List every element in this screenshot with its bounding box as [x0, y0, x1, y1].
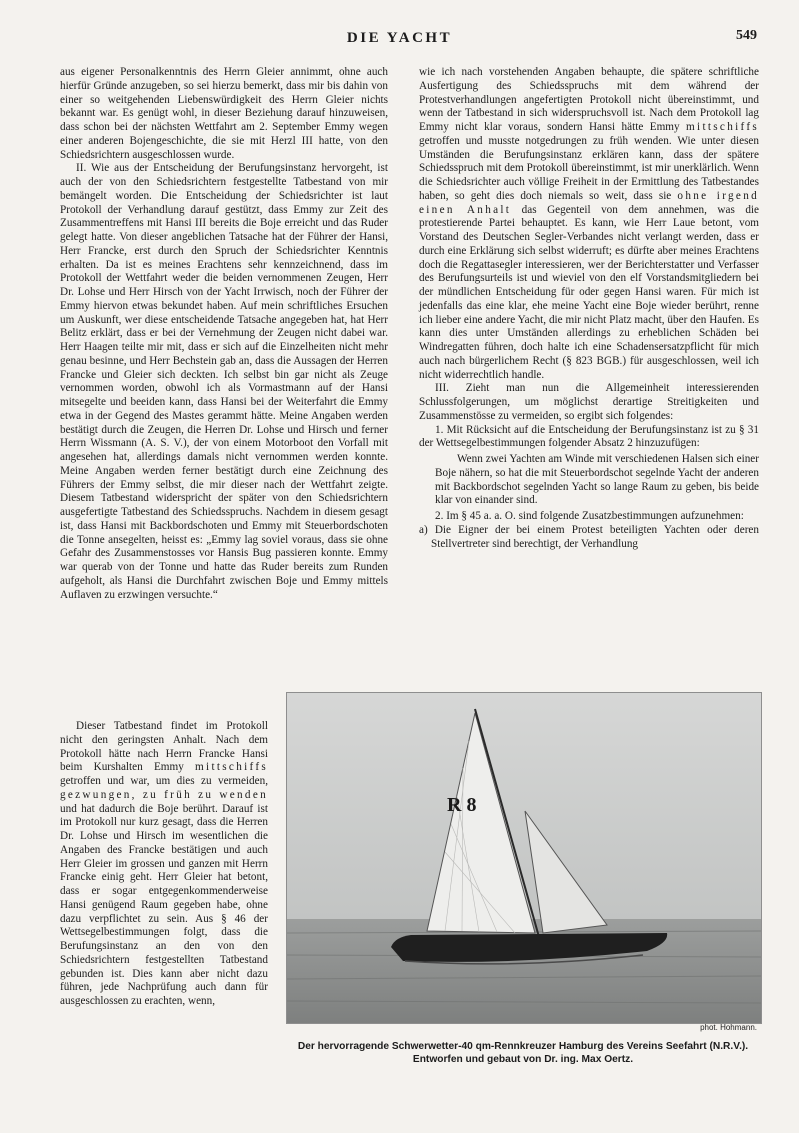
paragraph: aus eigener Personalkenntnis des Herrn Gleier annimmt, ohne auch hierfür Gründe anzugeben, so sei hierzu bemerkt, dass mir bis dahin von einer so weitgehenden Liebenswürdigkeit des Herrn Gleier nichts bekannt war. Es genügt wohl, in dieser Beziehung darauf hinzuweisen, dass schon bei der nächsten Wettfahrt am 2. September Emmy wegen einer anderen Bojengeschichte, die sie mit Herzl III hatte, von den Schiedsrichtern ausgeschlossen wurde. [60, 66, 388, 161]
paragraph: Dieser Tatbestand findet im Protokoll nicht den geringsten Anhalt. Nach dem Protokoll hätte nach Herrn Francke Hansi beim Kurshalten Emmy mittschiffs getroffen und war, um dies zu vermeiden, gezwungen, zu früh zu wenden und hat dadurch die Boje berührt. Darauf ist im Protokoll nur kurz gesagt, dass die Herren Dr. Lohse und Hirsch im wesentlichen die Angaben des Francke bestätigen und auch Herr Gleier im grossen und ganzen mit Herrn Francke einig geht. Herr Gleier hat betont, dass er sogar entgegenkommenderweise Hansi genügend Raum gegeben habe, ohne dazu verpflichtet zu sein. Aus § 46 der Wettsegelbestimmungen folgt, dass die Berufungsinstanz an den von den Schiedsrichtern festgestellten Tatbestand gebunden ist. Dies kann aber nicht dazu führen, jede Nachprüfung auch dann für ausgeschlossen zu erachten, wenn, [60, 720, 268, 1007]
list-item: a) Die Eigner der bei einem Protest beteiligten Yachten oder deren Stellvertreter sind berechtigt, der Verhandlung [419, 523, 759, 550]
right-column [419, 66, 759, 551]
yacht-photo-drawing [287, 693, 761, 1023]
caption-line: Der hervorragende Schwerwetter-40 qm-Rennkreuzer Hamburg des Vereins Seefahrt (N.R.V.). [297, 1041, 749, 1052]
paragraph: 1. Mit Rücksicht auf die Entscheidung der Berufungsinstanz ist zu § 31 der Wettsegelbestimmungen folgender Absatz 2 hinzuzufügen: [419, 423, 759, 450]
spaced-emphasis: ohne irgend einen Anhalt [419, 189, 759, 216]
page-header [0, 28, 799, 52]
journal-title: DIE YACHT [346, 30, 453, 46]
photo-caption [283, 1041, 763, 1066]
spaced-emphasis: gezwungen, zu früh zu wenden [60, 788, 268, 801]
left-column-lower [60, 720, 268, 1009]
spaced-emphasis: mittschiffs [686, 121, 759, 133]
paragraph: II. Wie aus der Entscheidung der Berufungsinstanz hervorgeht, ist auch der von den Schiedsrichtern festgestellte Tatbestand von mir bemängelt worden. Die Entscheidung der Schiedsrichter ist laut Protokoll der Verhandlung darauf gestützt, dass Emmy zur Zeit des Zusammentreffens mit Hansi III bereits die Boje erreicht und das Ruder gelegt hatte. Von dieser angeblichen Tatsache hat der Führer der Hansi, Herr Francke, erst durch den Spruch der Schiedsrichter Kenntnis erhalten. Da ist es meines Erachtens sehr kennzeichnend, dass im Protokoll der Wettfahrt weder die beiden vernommenen Zeugen, Herr Dr. Lohse und Herr Hirsch von der Yacht Irrwisch, noch der Führer der Emmy hiervon etwas bekundet haben. Auf mein schriftliches Ersuchen um Auskunft, wer diese entscheidende Tatsache angegeben hat, hat Herr Belitz erklärt, dass er bei der Vernehmung der Zeugen nicht dabei war. Herr Haagen teilte mir mit, dass er sich auf die Einzelheiten nicht mehr genau besinne, und Herr Bechstein gab an, dass die Aussagen der Herren Francke und Gleier sich deckten. Ich selbst bin gar nicht als Zeuge vernommen worden, obwohl ich als Vormastmann auf der Hansi mitsegelte und beeiden kann, dass Hansi bei der Weiterfahrt die Emmy etwa in der Gegend des Mastes gerammt hätte. Meine Angaben werden bestätigt durch die Zeugen, die Herren Dr. Lohse und Hirsch und ferner Herrn Wissmann (A. S. V.), der von einem Motorboot den Vorfall mit angesehen hat, allerdings damals nicht vernommen werden konnte. Meine Angaben werden ferner bestätigt durch eine Zeichnung des Führers der Emmy selbst, die mir dieser nach der Wettfahrt zeigte. Diesem Tatbestand widerspricht der später von den Schiedsrichtern ausgefertigte Tatbestand des Schiedsspruchs. Nachdem in diesem gesagt ist, dass Hansi mit Backbordschoten und Emmy mit Steuerbordschoten die Tonne ansegelten, heisst es: „Emmy lag soviel voraus, dass sie ohne Gefahr des Zusammenstosses vor Hansis Bug passieren konnte. Emmy war querab von der Tonne und hatte das Ruder bereits zum Runden aufgeholt, als Hansi die Durchfahrt zwischen Boje und Emmy mittels Auflaven zu erzwingen versuchte.“ [60, 162, 388, 601]
left-column-upper [60, 66, 388, 602]
quoted-rule: Wenn zwei Yachten am Winde mit verschiedenen Halsen sich einer Boje nähern, so hat die mit Steuerbordschot segelnde Yacht der anderen mit Backbordschot segelnden Yacht so lange Raum zu geben, bis beide klar von einander sind. [435, 453, 759, 507]
spaced-emphasis: mittschiffs [195, 761, 268, 774]
paragraph: III. Zieht man nun die Allgemeinheit interessierenden Schlussfolgerungen, um möglichst derartige Streitigkeiten und Zusammenstösse zu vermeiden, so ergibt sich folgendes: [419, 382, 759, 422]
paragraph: wie ich nach vorstehenden Angaben behaupte, die spätere schriftliche Ausfertigung des Schiedsspruchs mit dem während der Protestverhandlungen angefertigten Protokoll nicht übereinstimmt, und wenn der Tatbestand in sich widerspruchsvoll ist. Nach dem Protokoll lag Emmy nicht klar voraus, sondern Hansi hätte Emmy mittschiffs getroffen und musste notgedrungen zu früh wenden. Wie unter diesen Umständen die Berufungsinstanz erklären kann, dass der spätere Schiedsspruch mit dem Protokoll übereinstimmt, ist mir unerklärlich. Wenn die Schiedsrichter auch völlige Freiheit in der Ermittlung des Tatbestandes haben, so geht dies doch niemals so weit, dass sie ohne irgend einen Anhalt das Gegenteil von dem annehmen, was die protestierende Partei behauptet. Es kann, wie Herr Laue betont, vom Vorstand des Deutschen Segler-Verbandes nicht verlangt werden, dass er durch eine Erklärung sich selbst widerruft; es dürfte aber meines Erachtens doch die Regattasegler interessieren, wer der Berichterstatter und Verfasser des Berufungsurteils ist und wieviel von den elf Vorstandsmitgliedern bei der mündlichen Entscheidung für oder gegen Hansi waren. Für mich ist jedenfalls das eine klar, ehe meine Yacht eine Boje wieder berührt, renne ich lieber eine andere Yacht, die mir nicht Platz macht, über den Haufen. Es kann dies unter Umständen allerdings zu erheblichen Schäden bei Windregatten führen, doch halte ich eine Schadensersatzpflicht für mich auch nach bürgerlichem Recht (§ 823 BGB.) für ausgeschlossen, weil ich nicht widerrechtlich handle. [419, 66, 759, 381]
photo-credit: phot. Hohmann. [700, 1023, 757, 1032]
paragraph: 2. Im § 45 a. a. O. sind folgende Zusatzbestimmungen aufzunehmen: [435, 510, 744, 522]
yacht-photo [286, 692, 762, 1024]
caption-line: Entworfen und gebaut von Dr. ing. Max Oertz. [412, 1053, 634, 1065]
page-number: 549 [736, 28, 757, 43]
sail-number: R 8 [447, 794, 477, 816]
